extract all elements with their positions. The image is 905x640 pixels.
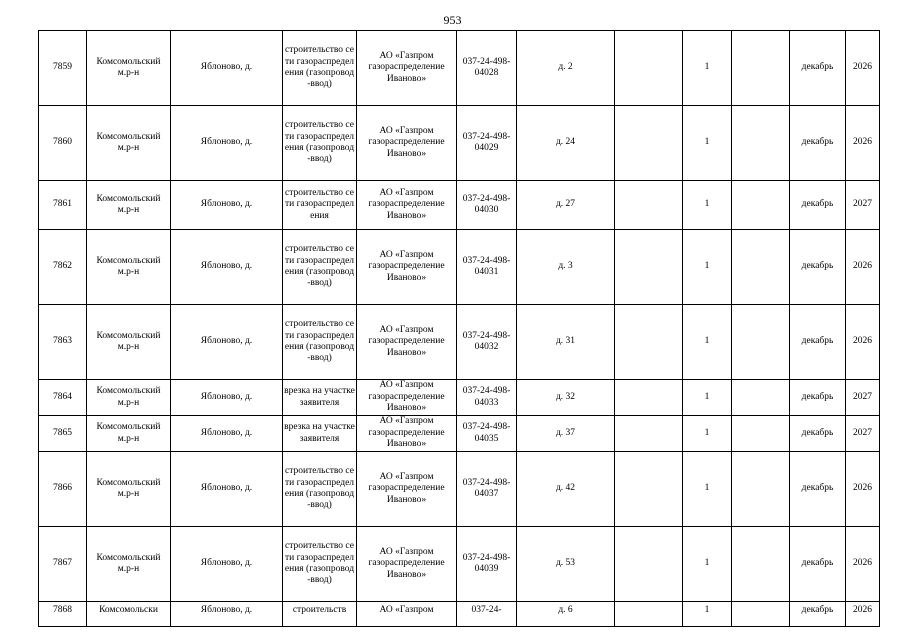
organization-cell: АО «Газпром газораспределение Иваново» (357, 305, 457, 380)
code-cell: 037-24-498-04030 (457, 181, 517, 230)
organization-cell: АО «Газпром газораспределение Иваново» (357, 380, 457, 416)
empty-cell (732, 181, 790, 230)
empty-cell (732, 31, 790, 106)
empty-cell (732, 380, 790, 416)
empty-cell (615, 380, 683, 416)
locality-cell: Яблоново, д. (171, 380, 283, 416)
empty-cell (732, 527, 790, 602)
house-cell: д. 42 (517, 452, 615, 527)
district-cell: Комсомольский м.р-н (87, 31, 171, 106)
year-cell: 2027 (846, 380, 880, 416)
empty-cell (615, 305, 683, 380)
table-row (39, 527, 880, 602)
empty-cell (615, 181, 683, 230)
quantity-cell: 1 (683, 602, 732, 627)
organization-cell: АО «Газпром газораспределение Иваново» (357, 416, 457, 452)
district-cell: Комсомольский м.р-н (87, 452, 171, 527)
quantity-cell: 1 (683, 31, 732, 106)
month-cell: декабрь (790, 106, 846, 181)
code-cell: 037-24-498-04037 (457, 452, 517, 527)
code-cell: 037-24-498-04029 (457, 106, 517, 181)
quantity-cell: 1 (683, 106, 732, 181)
work-type-cell: строительство сети газораспределения (газопровод-ввод) (283, 31, 357, 106)
empty-cell (732, 230, 790, 305)
locality-cell: Яблоново, д. (171, 181, 283, 230)
work-type-cell: строительство сети газораспределения (газопровод-ввод) (283, 106, 357, 181)
year-cell: 2026 (846, 230, 880, 305)
year-cell: 2026 (846, 452, 880, 527)
empty-cell (732, 416, 790, 452)
district-cell: Комсомольский м.р-н (87, 380, 171, 416)
district-cell: Комсомольский м.р-н (87, 416, 171, 452)
organization-cell: АО «Газпром газораспределение Иваново» (357, 527, 457, 602)
district-cell: Комсомольский м.р-н (87, 527, 171, 602)
quantity-cell: 1 (683, 416, 732, 452)
quantity-cell: 1 (683, 452, 732, 527)
work-type-cell: врезка на участке заявителя (283, 416, 357, 452)
house-cell: д. 53 (517, 527, 615, 602)
table-row (39, 230, 880, 305)
table-row (39, 416, 880, 452)
house-cell: д. 37 (517, 416, 615, 452)
quantity-cell: 1 (683, 230, 732, 305)
work-type-cell: строительство сети газораспределения (газопровод-ввод) (283, 527, 357, 602)
row-number: 7866 (39, 452, 87, 527)
house-cell: д. 27 (517, 181, 615, 230)
empty-cell (615, 602, 683, 627)
row-number: 7862 (39, 230, 87, 305)
house-cell: д. 6 (517, 602, 615, 627)
year-cell: 2026 (846, 31, 880, 106)
house-cell: д. 24 (517, 106, 615, 181)
empty-cell (615, 230, 683, 305)
house-cell: д. 31 (517, 305, 615, 380)
organization-cell: АО «Газпром газораспределение Иваново» (357, 106, 457, 181)
row-number: 7859 (39, 31, 87, 106)
table-row (39, 106, 880, 181)
table-row (39, 452, 880, 527)
work-type-cell: строительство сети газораспределения (газопровод-ввод) (283, 305, 357, 380)
locality-cell: Яблоново, д. (171, 452, 283, 527)
organization-cell: АО «Газпром газораспределение Иваново» (357, 230, 457, 305)
row-number: 7863 (39, 305, 87, 380)
quantity-cell: 1 (683, 380, 732, 416)
empty-cell (615, 527, 683, 602)
code-cell: 037-24-498-04033 (457, 380, 517, 416)
year-cell: 2026 (846, 106, 880, 181)
row-number: 7861 (39, 181, 87, 230)
locality-cell: Яблоново, д. (171, 602, 283, 627)
month-cell: декабрь (790, 452, 846, 527)
empty-cell (615, 106, 683, 181)
empty-cell (615, 452, 683, 527)
row-number: 7868 (39, 602, 87, 627)
month-cell: декабрь (790, 230, 846, 305)
organization-cell: АО «Газпром газораспределение Иваново» (357, 31, 457, 106)
table-row (39, 31, 880, 106)
district-cell: Комсомольский м.р-н (87, 305, 171, 380)
work-type-cell: строительство сети газораспределения (газопровод-ввод) (283, 230, 357, 305)
work-type-cell: строительств (283, 602, 357, 627)
work-type-cell: строительство сети газораспределения (газопровод-ввод) (283, 452, 357, 527)
organization-cell: АО «Газпром газораспределение Иваново» (357, 452, 457, 527)
code-cell: 037-24-498-04028 (457, 31, 517, 106)
month-cell: декабрь (790, 31, 846, 106)
code-cell: 037-24-498-04039 (457, 527, 517, 602)
table-row (39, 602, 880, 627)
organization-cell: АО «Газпром (357, 602, 457, 627)
work-type-cell: строительство сети газораспределения (283, 181, 357, 230)
house-cell: д. 2 (517, 31, 615, 106)
district-cell: Комсомольский м.р-н (87, 106, 171, 181)
empty-cell (615, 31, 683, 106)
house-cell: д. 3 (517, 230, 615, 305)
empty-cell (732, 602, 790, 627)
row-number: 7864 (39, 380, 87, 416)
year-cell: 2027 (846, 181, 880, 230)
gasification-registry-table (38, 30, 880, 627)
empty-cell (615, 416, 683, 452)
district-cell: Комсомольский м.р-н (87, 181, 171, 230)
month-cell: декабрь (790, 305, 846, 380)
year-cell: 2026 (846, 305, 880, 380)
month-cell: декабрь (790, 416, 846, 452)
table-row (39, 181, 880, 230)
empty-cell (732, 452, 790, 527)
year-cell: 2026 (846, 527, 880, 602)
code-cell: 037-24-498-04035 (457, 416, 517, 452)
district-cell: Комсомольски (87, 602, 171, 627)
month-cell: декабрь (790, 602, 846, 627)
quantity-cell: 1 (683, 181, 732, 230)
year-cell: 2026 (846, 602, 880, 627)
locality-cell: Яблоново, д. (171, 416, 283, 452)
quantity-cell: 1 (683, 527, 732, 602)
month-cell: декабрь (790, 380, 846, 416)
code-cell: 037-24- (457, 602, 517, 627)
code-cell: 037-24-498-04032 (457, 305, 517, 380)
locality-cell: Яблоново, д. (171, 230, 283, 305)
code-cell: 037-24-498-04031 (457, 230, 517, 305)
row-number: 7860 (39, 106, 87, 181)
house-cell: д. 32 (517, 380, 615, 416)
locality-cell: Яблоново, д. (171, 31, 283, 106)
work-type-cell: врезка на участке заявителя (283, 380, 357, 416)
empty-cell (732, 305, 790, 380)
locality-cell: Яблоново, д. (171, 305, 283, 380)
month-cell: декабрь (790, 527, 846, 602)
page-number: 953 (443, 13, 462, 27)
row-number: 7865 (39, 416, 87, 452)
district-cell: Комсомольский м.р-н (87, 230, 171, 305)
table-row (39, 305, 880, 380)
year-cell: 2027 (846, 416, 880, 452)
table-row (39, 380, 880, 416)
organization-cell: АО «Газпром газораспределение Иваново» (357, 181, 457, 230)
row-number: 7867 (39, 527, 87, 602)
quantity-cell: 1 (683, 305, 732, 380)
empty-cell (732, 106, 790, 181)
locality-cell: Яблоново, д. (171, 527, 283, 602)
locality-cell: Яблоново, д. (171, 106, 283, 181)
month-cell: декабрь (790, 181, 846, 230)
